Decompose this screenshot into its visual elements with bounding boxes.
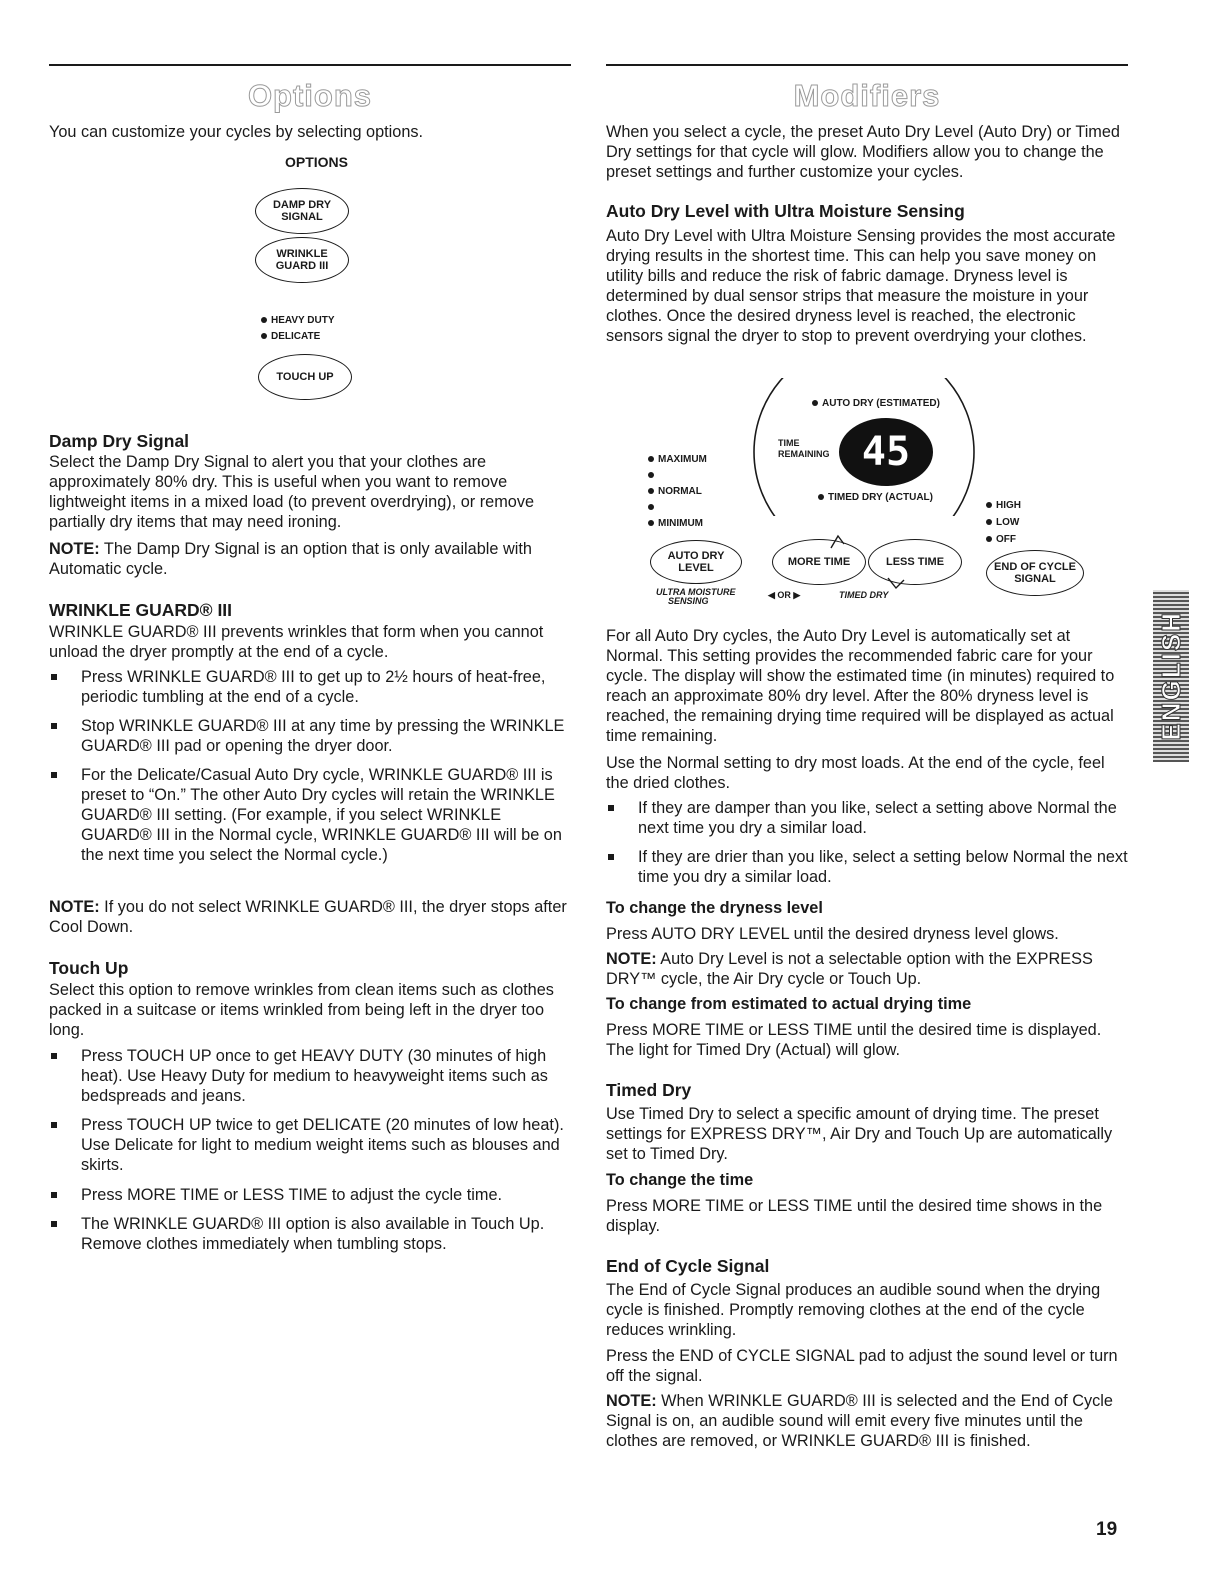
end-cycle-text: The End of Cycle Signal produces an audible sound when the drying cycle is finished. Promptly removing clothes at the end of the cycle reduces wrinkling. [606, 1281, 1101, 1339]
list-item: The WRINKLE GUARD® III option is also available in Touch Up. Remove clothes immediately when tumbling stops. [49, 1214, 571, 1254]
auto-dry-level-pad[interactable]: AUTO DRY LEVEL [650, 540, 742, 584]
sound-off: OFF [986, 534, 1016, 545]
damp-dry-text: Select the Damp Dry Signal to alert you that your clothes are approximately 80% dry. This is useful when you want to remove lightweight items in a mixed load (to prevent overdrying), or remove partially dry items that may need ironing. [49, 453, 535, 531]
level-normal: NORMAL [648, 486, 702, 497]
wrinkle-guard-pad[interactable]: WRINKLE GUARD III [255, 237, 349, 283]
list-item: Stop WRINKLE GUARD® III at any time by pressing the WRINKLE GUARD® III pad or opening the dryer door. [49, 716, 571, 756]
list-item: Press WRINKLE GUARD® III to get up to 2½ hours of heat-free, periodic tumbling at the end of a cycle. [49, 667, 571, 707]
touch-up-text: Select this option to remove wrinkles from clean items such as clothes packed in a suitcase or items wrinkled from being left in the dryer too long. [49, 981, 554, 1039]
level-maximum: MAXIMUM [648, 454, 707, 465]
auto-dry-normal-text: For all Auto Dry cycles, the Auto Dry Level is automatically set at Normal. This setting provides the recommended fabric care for your cycle. The display will show the estimated time (in minutes) required to reach an approximate 80% dry level. After the 80% dryness level is reached, the remaining drying time required will be displayed as actual time remaining. [606, 627, 1115, 745]
options-panel-label: OPTIONS [285, 154, 349, 170]
level-minimum: MINIMUM [648, 518, 703, 529]
change-estimated-text: Press MORE TIME or LESS TIME until the desired time is displayed. The light for Timed Dry (Actual) will glow. [606, 1021, 1102, 1059]
language-side-tab: ENGLISH [1153, 590, 1189, 762]
sound-low: LOW [986, 517, 1019, 528]
list-item: Press MORE TIME or LESS TIME to adjust the cycle time. [49, 1185, 571, 1205]
sound-high: HIGH [986, 500, 1021, 511]
list-item: For the Delicate/Casual Auto Dry cycle, WRINKLE GUARD® III is preset to “On.” The other Auto Dry cycles will retain the WRINKLE GUARD® III setting. (For example, if you select WRINKLE GUARD® III in the Normal cycle, WRINKLE GUARD® III will be on the next time you select the Normal cycle.) [49, 765, 571, 865]
timed-dry-text: Use Timed Dry to select a specific amount of drying time. The preset settings for EXPRESS DRY™, Air Dry and Touch Up are automatically set to Timed Dry. [606, 1105, 1113, 1163]
level-step [648, 470, 658, 481]
damp-dry-note: NOTE: The Damp Dry Signal is an option that is only available with Automatic cycle. [49, 540, 532, 578]
more-time-pad[interactable]: MORE TIME [772, 539, 866, 585]
change-dryness-text: Press AUTO DRY LEVEL until the desired dryness level glows. [606, 925, 1059, 943]
auto-dry-heading: Auto Dry Level with Ultra Moisture Sensing [606, 201, 965, 221]
auto-dry-text: Auto Dry Level with Ultra Moisture Sensing provides the most accurate drying results in the shortest time. This can help you save money on utility bills and reduce the risk of fabric damage. Dryness level is determined by dual sensor strips that measure the moisture in your clothes. Once the desired dryness level is reached, the electronic sensors signal the dryer to stop to prevent overdrying your clothes. [606, 227, 1116, 345]
time-remaining-label: TIME REMAINING [778, 438, 830, 459]
or-label: ◀ OR ▶ [768, 590, 801, 600]
list-item: Press TOUCH UP twice to get DELICATE (20 minutes of low heat). Use Delicate for light to medium weight items such as blouses and skirts. [49, 1115, 571, 1175]
left-top-rule [49, 64, 571, 66]
modifiers-intro: When you select a cycle, the preset Auto Dry Level (Auto Dry) or Timed Dry settings for that cycle will glow. Modifiers allow you to change the preset settings and further customize your cycles. [606, 123, 1120, 181]
change-dryness-note: NOTE: Auto Dry Level is not a selectable option with the EXPRESS DRY™ cycle, the Air Dry cycle or Touch Up. [606, 950, 1093, 988]
normal-setting-text: Use the Normal setting to dry most loads. At the end of the cycle, feel the dried clothes. [606, 754, 1105, 792]
change-estimated-heading: To change from estimated to actual drying time [606, 995, 972, 1013]
damp-dry-signal-pad[interactable]: DAMP DRY SIGNAL [255, 188, 349, 234]
change-dryness-heading: To change the dryness level [606, 899, 823, 917]
end-cycle-adjust-text: Press the END of CYCLE SIGNAL pad to adjust the sound level or turn off the signal. [606, 1347, 1118, 1385]
change-time-heading: To change the time [606, 1171, 754, 1189]
ultra-moisture-sensing-label: ULTRA MOISTURE SENSING [656, 587, 736, 606]
auto-dry-estimated-indicator: AUTO DRY (ESTIMATED) [812, 398, 940, 409]
change-time-text: Press MORE TIME or LESS TIME until the desired time shows in the display. [606, 1197, 1103, 1235]
options-title: Options [247, 78, 373, 113]
options-intro: You can customize your cycles by selecting options. [49, 123, 424, 141]
less-time-pad[interactable]: LESS TIME [868, 539, 962, 585]
delicate-indicator: DELICATE [261, 331, 320, 342]
damp-dry-heading: Damp Dry Signal [49, 431, 190, 451]
control-panel-illustration [606, 378, 1128, 608]
timed-dry-actual-indicator: TIMED DRY (ACTUAL) [818, 492, 933, 503]
modifiers-title: Modifiers [793, 78, 941, 113]
level-step [648, 502, 658, 513]
list-item: If they are damper than you like, select a setting above Normal the next time you dry a similar load. [606, 798, 1128, 838]
end-cycle-note: NOTE: When WRINKLE GUARD® III is selected and the End of Cycle Signal is on, an audible sound will emit every five minutes until the clothes are removed, or WRINKLE GUARD® III is finished. [606, 1392, 1113, 1450]
touch-up-pad[interactable]: TOUCH UP [258, 354, 352, 400]
list-item: If they are drier than you like, select a setting below Normal the next time you dry a similar load. [606, 847, 1128, 887]
end-of-cycle-signal-pad[interactable]: END OF CYCLE SIGNAL [986, 550, 1084, 596]
timed-dry-label: TIMED DRY [839, 590, 889, 600]
time-display: 45 [839, 418, 933, 486]
page-number: 19 [1096, 1519, 1118, 1540]
timed-dry-heading: Timed Dry [606, 1080, 692, 1100]
list-item: Press TOUCH UP once to get HEAVY DUTY (30 minutes of high heat). Use Heavy Duty for medium to heavyweight items such as bedspreads and jeans. [49, 1046, 571, 1106]
end-cycle-heading: End of Cycle Signal [606, 1256, 770, 1276]
wrinkle-guard-text: WRINKLE GUARD® III prevents wrinkles that form when you cannot unload the dryer promptly at the end of a cycle. [49, 623, 544, 661]
heavy-duty-indicator: HEAVY DUTY [261, 315, 335, 326]
wrinkle-guard-heading: WRINKLE GUARD® III [49, 600, 233, 620]
right-top-rule [606, 64, 1128, 66]
wrinkle-guard-note: NOTE: If you do not select WRINKLE GUARD® III, the dryer stops after Cool Down. [49, 898, 567, 936]
touch-up-heading: Touch Up [49, 958, 129, 978]
